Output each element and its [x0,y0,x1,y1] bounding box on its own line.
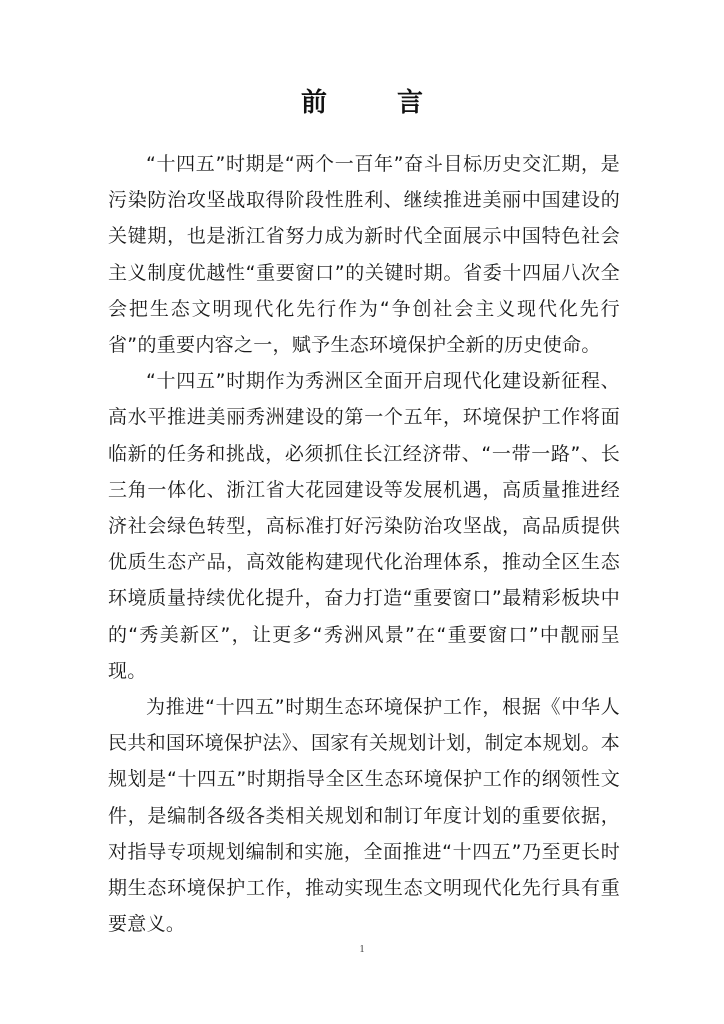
paragraph-2: “十四五”时期作为秀洲区全面开启现代化建设新征程、高水平推进美丽秀洲建设的第一个五年，环境保护工作将面临新的任务和挑战，必须抓住长江经济带、“一带一路”、长三角一体化、浙江省大花园建设等发展机遇，高质量推进经济社会绿色转型，高标准打好污染防治攻坚战，高品质提供优质生态产品，高效能构建现代化治理体系，推动全区生态环境质量持续优化提升，奋力打造“重要窗口”最精彩板块中的“秀美新区”，让更多“秀洲风景”在“重要窗口”中靓丽呈现。 [108,370,620,682]
paragraph-1: “十四五”时期是“两个一百年”奋斗目标历史交汇期，是污染防治攻坚战取得阶段性胜利、继续推进美丽中国建设的关键期，也是浙江省努力成为新时代全面展示中国特色社会主义制度优越性“重要窗口”的关键时期。省委十四届八次全会把生态文明现代化先行作为“争创社会主义现代化先行省”的重要内容之一，赋予生态环境保护全新的历史使命。 [108,153,620,357]
page-number: 1 [359,944,365,955]
page-title: 前 言 [300,88,445,118]
document-body [108,146,620,942]
paragraph-3: 为推进“十四五”时期生态环境保护工作，根据《中华人民共和国环境保护法》、国家有关规划计划，制定本规划。本规划是“十四五”时期指导全区生态环境保护工作的纲领性文件，是编制各级各类相关规划和制订年度计划的重要依据，对指导专项规划编制和实施，全面推进“十四五”乃至更长时期生态环境保护工作，推动实现生态文明现代化先行具有重要意义。 [108,696,620,936]
